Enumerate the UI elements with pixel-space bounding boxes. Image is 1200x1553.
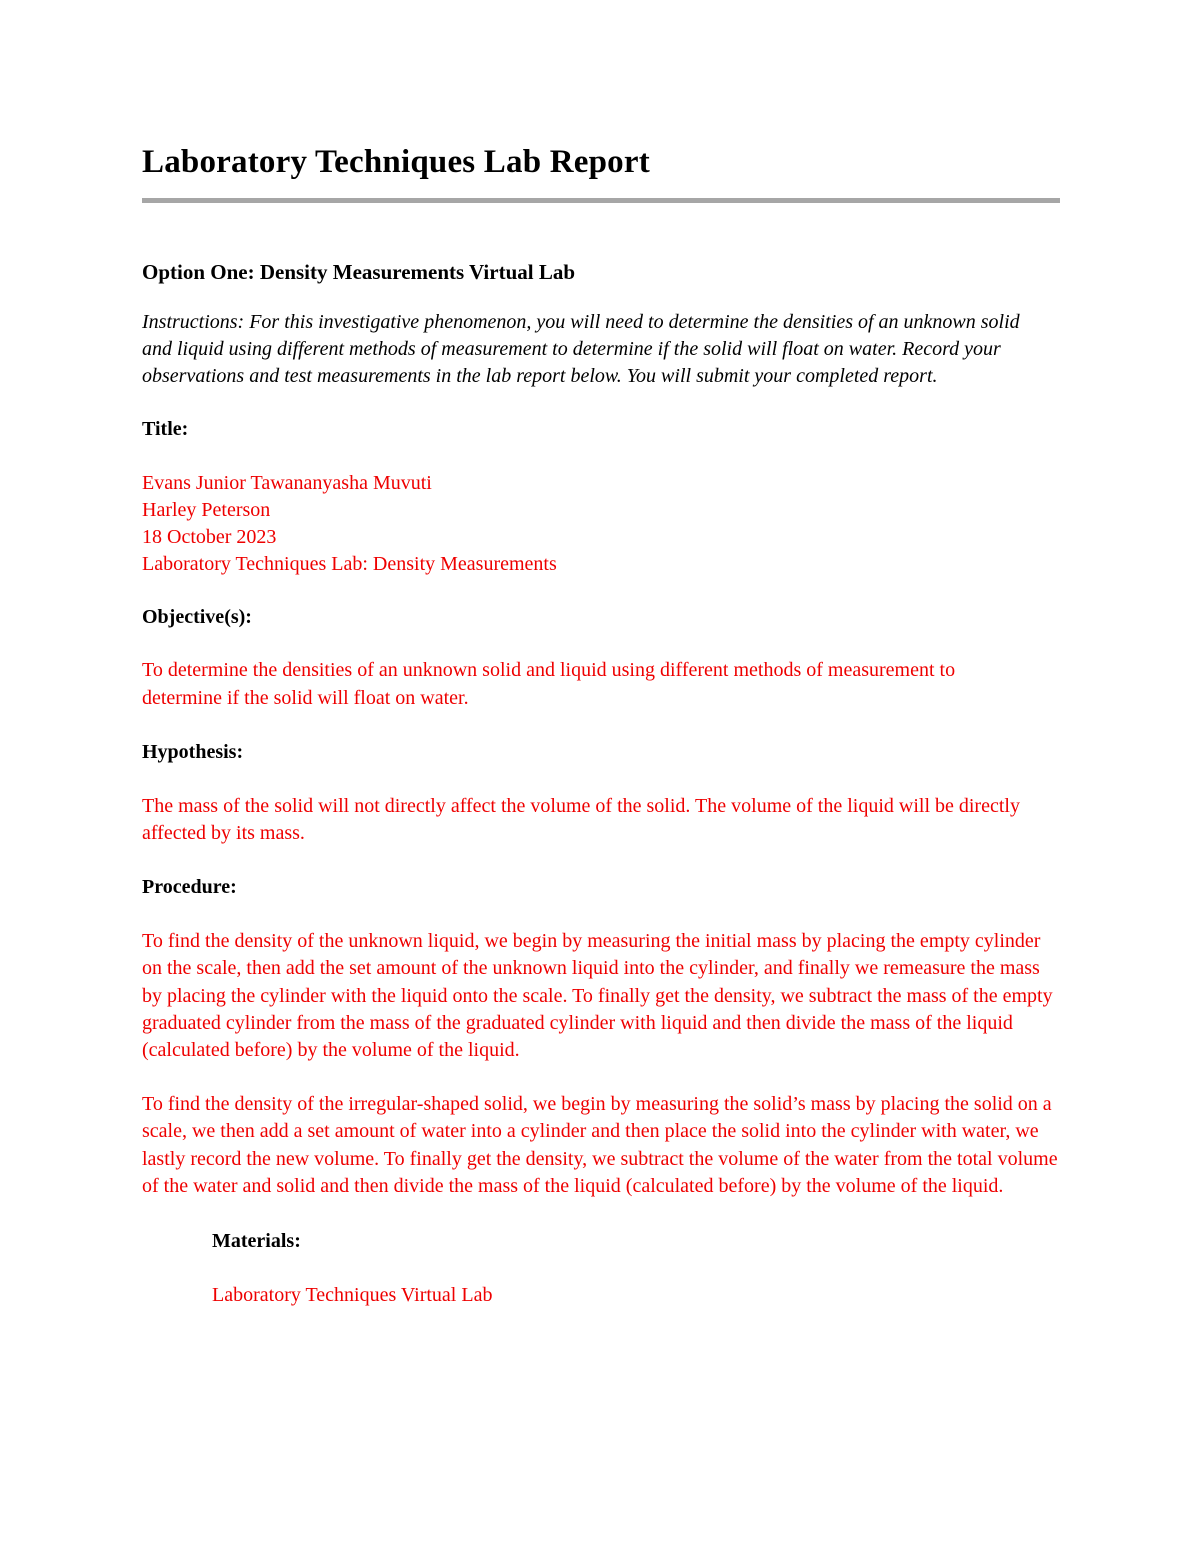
option-heading: Option One: Density Measurements Virtual Lab xyxy=(142,260,576,284)
objective-label: Objective(s): xyxy=(142,606,252,629)
author-name: Evans Junior Tawananyasha Muvuti xyxy=(142,471,432,494)
procedure-paragraph-liquid: To find the density of the unknown liquid, we begin by measuring the initial mass by placing the empty cylinder on the scale, then add the set amount of the unknown liquid into the cylinder, and finally we remeasure the mass by placing the cylinder with the liquid onto the scale. To finally get the density, we subtract the mass of the empty graduated cylinder from the mass of the graduated cylinder with liquid and then divide the mass of the liquid (calculated before) by the volume of the liquid. xyxy=(142,930,1053,1062)
hypothesis-label: Hypothesis: xyxy=(142,740,244,763)
title-divider xyxy=(142,198,1060,203)
procedure-paragraph-solid: To find the density of the irregular-shaped solid, we begin by measuring the solid’s mass by placing the solid on a scale, we then add a set amount of water into a cylinder and then place the solid into the cylinder with water, we lastly record the new volume. To finally get the density, we subtract the volume of the water from the total volume of the water and solid and then divide the mass of the liquid (calculated before) by the volume of the liquid. xyxy=(142,1093,1058,1197)
report-title: Laboratory Techniques Lab: Density Measurements xyxy=(142,553,557,576)
report-date: 18 October 2023 xyxy=(142,526,277,549)
procedure-label: Procedure: xyxy=(142,876,237,899)
materials-section xyxy=(142,1228,1060,1309)
materials-label: Materials: xyxy=(212,1230,301,1253)
title-block xyxy=(142,470,1060,579)
document-title: Laboratory Techniques Lab Report xyxy=(142,144,650,180)
instructor-name: Harley Peterson xyxy=(142,498,271,521)
title-label: Title: xyxy=(142,417,189,440)
instructions-text: Instructions: For this investigative phenomenon, you will need to determine the densities of an unknown solid and liquid using different methods of measurement to determine if the solid will float on water. Record your observations and test measurements in the lab report below. You will submit your completed report. xyxy=(142,311,1020,388)
document-page xyxy=(142,140,1060,1309)
objective-text: To determine the densities of an unknown solid and liquid using different methods of measurement to determine if the solid will float on water. xyxy=(142,659,956,709)
materials-text: Laboratory Techniques Virtual Lab xyxy=(212,1284,493,1307)
hypothesis-text: The mass of the solid will not directly affect the volume of the solid. The volume of the liquid will be directly affected by its mass. xyxy=(142,794,1020,845)
